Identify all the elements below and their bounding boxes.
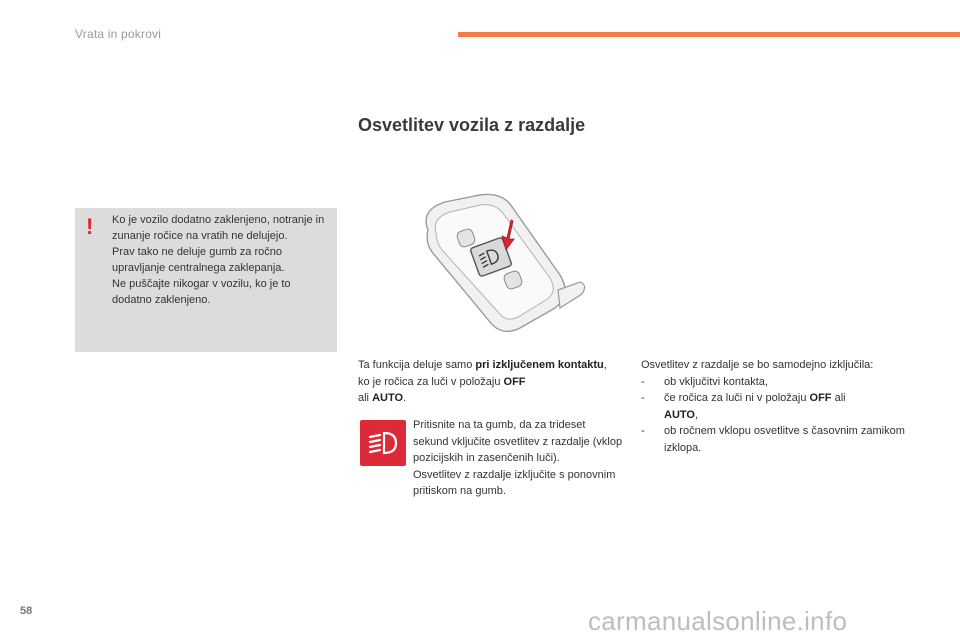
bold-term: OFF	[503, 375, 526, 388]
list-item: - če ročica za luči ni v položaju OFF ali AUTO,	[641, 390, 931, 423]
warning-text	[112, 212, 330, 308]
key-fob-illustration	[410, 190, 590, 335]
watermark: carmanualsonline.info	[588, 606, 848, 636]
page-number: 58	[20, 605, 33, 617]
headlamp-icon	[360, 420, 406, 466]
auto-off-conditions	[641, 357, 931, 456]
bold-term: pri izključenem kontaktu	[475, 359, 604, 371]
header-accent-bar	[458, 32, 960, 37]
warning-line: Ko je vozilo dodatno zaklenjeno, notranje in zunanje ročice na vratih ne delujejo.	[112, 214, 325, 242]
bold-term: OFF	[809, 392, 832, 404]
headlamp-button-icon	[360, 420, 406, 466]
conditions-list	[641, 374, 931, 457]
button-instructions: Pritisnite na ta gumb, da za trideset sekund vključite osvetlitev z razdalje (vklop pozicijskih in zasenčenih luči). Osvetlitev z razdalje izključite s ponovnim pritiskom na gumb.	[413, 419, 623, 497]
warning-line: Ne puščajte nikogar v vozilu, ko je to dodatno zaklenjeno.	[112, 278, 291, 306]
list-item: - ob ročnem vklopu osvetlitve s časovnim zamikom izklopa.	[641, 423, 931, 456]
page-title: Osvetlitev vozila z razdalje	[358, 115, 586, 135]
key-fob-icon	[426, 194, 585, 331]
function-description: Ta funkcija deluje samo pri izključenem kontaktu, ko je ročica za luči v položaju OFF ali AUTO.	[358, 359, 607, 404]
bold-term: AUTO	[664, 408, 695, 421]
list-item: - ob vključitvi kontakta,	[641, 374, 931, 391]
warning-line: Prav tako ne deluje gumb za ročno upravljanje centralnega zaklepanja.	[112, 246, 285, 274]
conditions-intro: Osvetlitev z razdalje se bo samodejno izključila:	[641, 359, 874, 371]
section-title: Vrata in pokrovi	[75, 27, 162, 41]
warning-exclamation-icon: !	[86, 214, 94, 239]
bold-term: AUTO	[372, 392, 404, 404]
